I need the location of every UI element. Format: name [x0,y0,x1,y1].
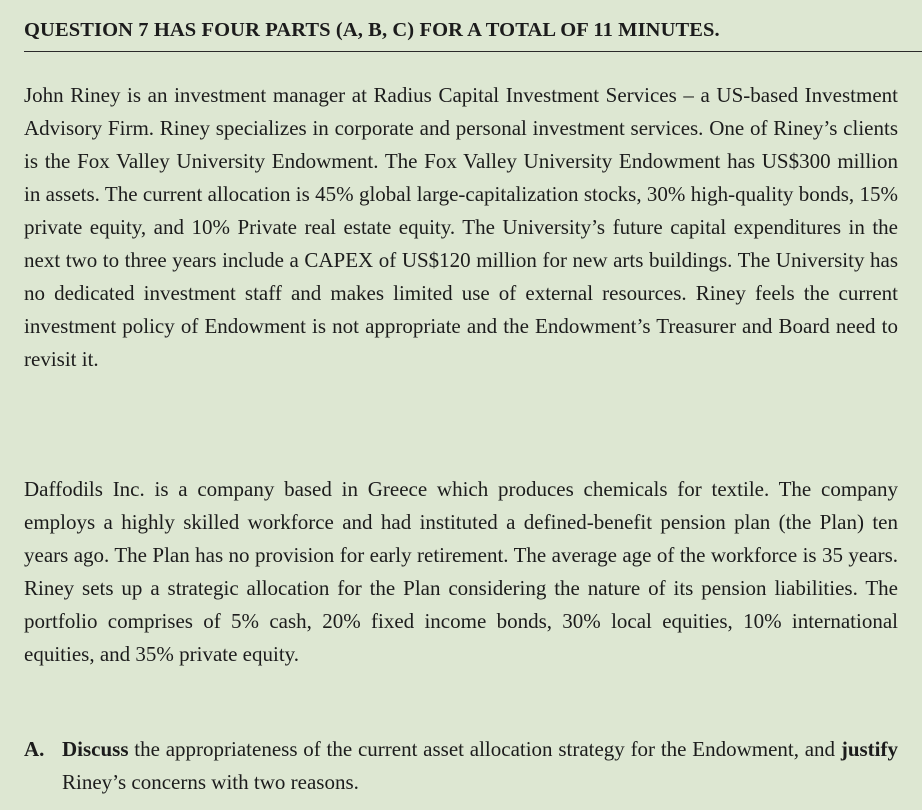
part-a-text-segment-2: Riney’s concerns with two reasons. [62,770,359,794]
part-a-keyword-justify: justify [840,737,898,761]
part-a-text-segment-1: the appropriateness of the current asset allocation strategy for the Endowment, and [128,737,841,761]
question-title: QUESTION 7 HAS FOUR PARTS (A, B, C) FOR A TOTAL OF 11 MINUTES. [24,17,922,52]
part-a-keyword-discuss: Discuss [62,737,129,761]
case-paragraph-endowment: John Riney is an investment manager at Radius Capital Investment Services – a US-based Investment Advisory Firm. Riney specializes in corporate and personal investment services. One of Riney’s clients is the Fox Valley University Endowment. The Fox Valley University Endowment has US$300 million in assets. The current allocation is 45% global large-capitalization stocks, 30% high-quality bonds, 15% private equity, and 10% Private real estate equity. The University’s future capital expenditures in the next two to three years include a CAPEX of US$120 million for new arts buildings. The University has no dedicated investment staff and makes limited use of external resources. Riney feels the current investment policy of Endowment is not appropriate and the Endowment’s Treasurer and Board need to revisit it. [24,83,898,371]
case-paragraph-pension-plan: Daffodils Inc. is a company based in Greece which produces chemicals for textile. The company employs a highly skilled workforce and had instituted a defined-benefit pension plan (the Plan) ten years ago. The Plan has no provision for early retirement. The average age of the workforce is 35 years. Riney sets up a strategic allocation for the Plan considering the nature of its pension liabilities. The portfolio comprises of 5% cash, 20% fixed income bonds, 30% local equities, 10% international equities, and 35% private equity. [24,477,898,666]
part-a-label: A. [24,737,45,761]
part-a-prompt [62,733,898,799]
question-part-a [24,733,898,799]
